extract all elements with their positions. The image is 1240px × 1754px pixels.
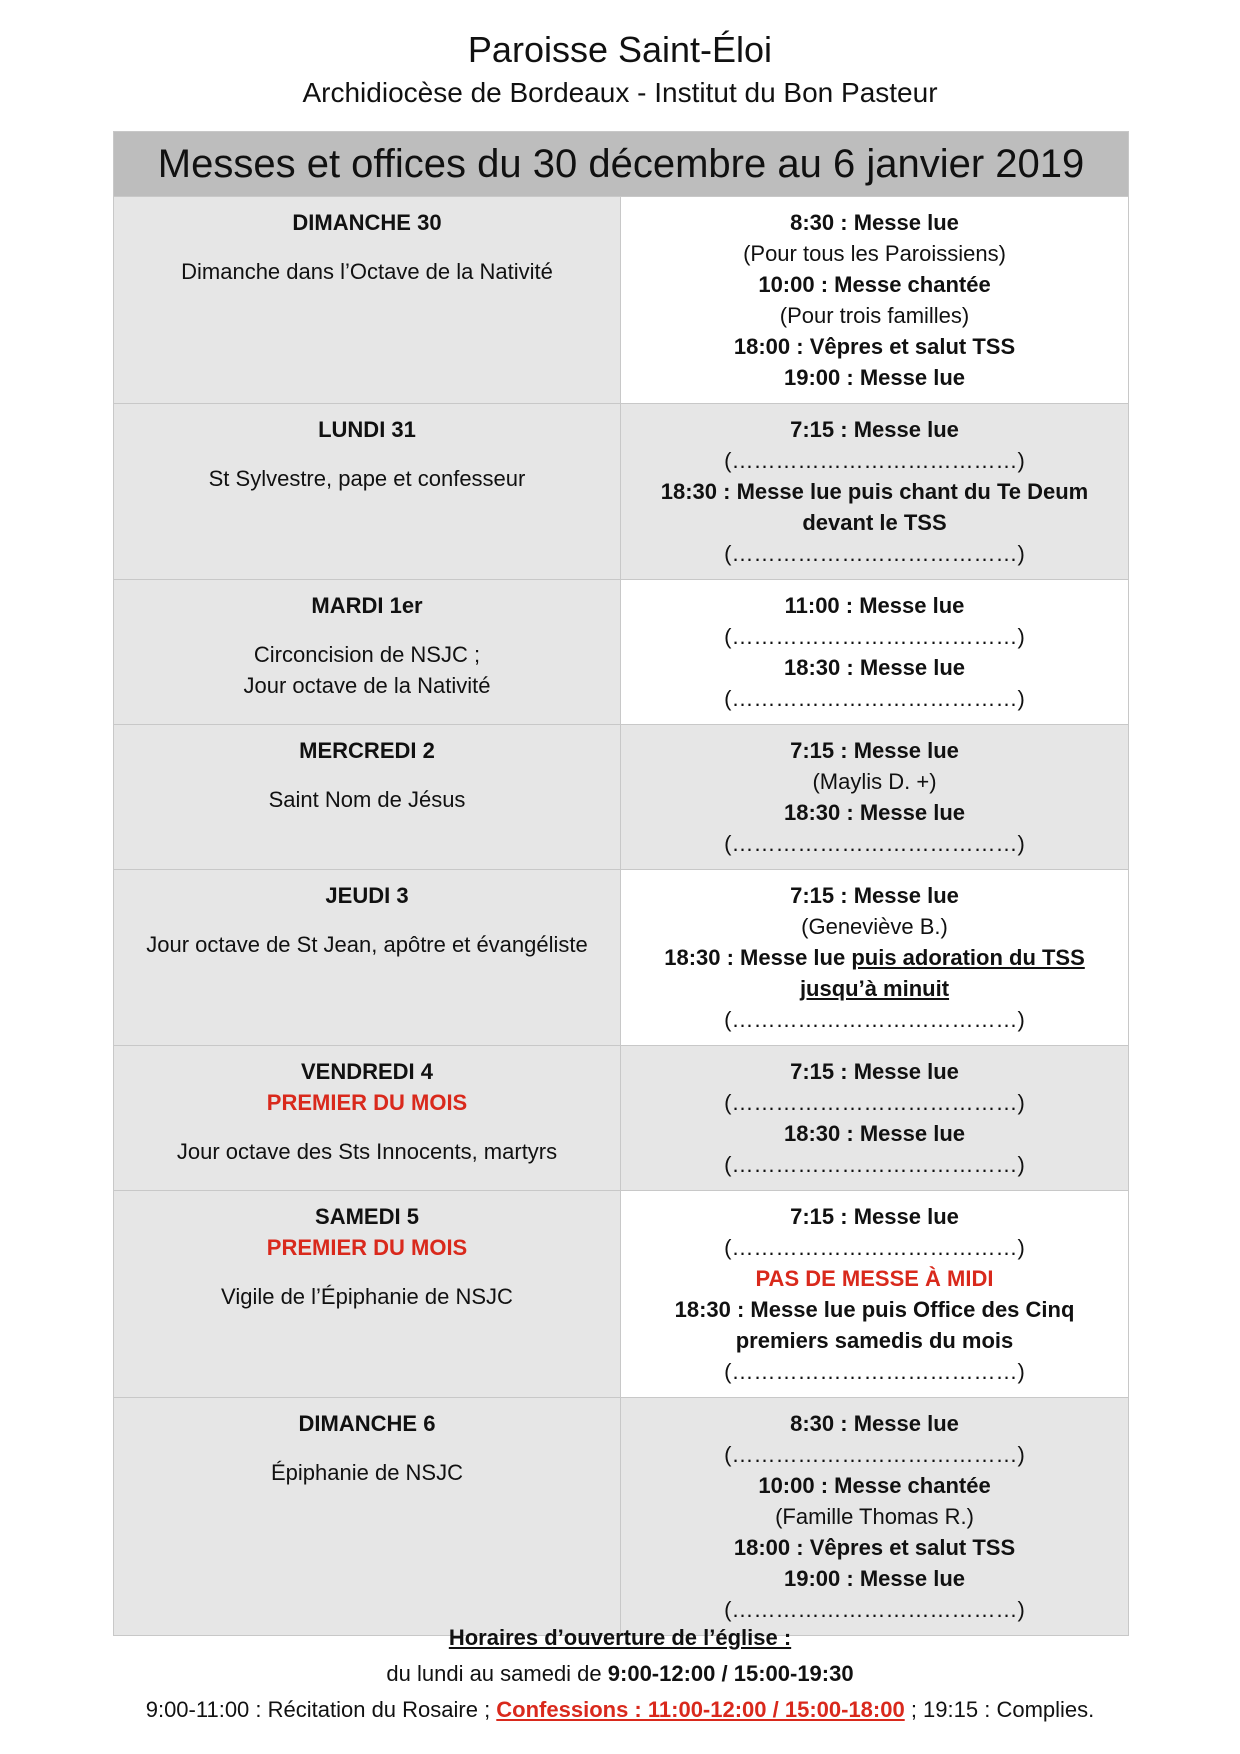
service-time: 8:30 : xyxy=(790,210,848,235)
service-entry xyxy=(629,476,1120,538)
liturgical-feast xyxy=(122,463,612,494)
day-name: SAMEDI 5 xyxy=(315,1204,419,1229)
service-entry xyxy=(629,1056,1120,1087)
feast-line: St Sylvestre, pape et confesseur xyxy=(208,466,526,491)
feast-line: Épiphanie de NSJC xyxy=(270,1460,463,1485)
compline-text: ; 19:15 : Complies. xyxy=(904,1697,1095,1722)
service-time: 19:00 : xyxy=(784,365,854,390)
day-name: VENDREDI 4 xyxy=(300,1059,434,1084)
service-entry xyxy=(629,797,1120,828)
mass-intention: (Famille Thomas R.) xyxy=(775,1504,974,1529)
service-label: Messe chantée xyxy=(828,1473,991,1498)
service-label: Vêpres et salut TSS xyxy=(803,1535,1016,1560)
service-label: Vêpres et salut TSS xyxy=(803,334,1016,359)
day-cell xyxy=(114,1046,621,1191)
page-header xyxy=(0,24,1240,110)
day-cell xyxy=(114,1191,621,1398)
service-entry xyxy=(629,652,1120,683)
service-label: Messe lue xyxy=(853,800,965,825)
service-time: 18:30 : xyxy=(674,1297,745,1322)
day-name: DIMANCHE 6 xyxy=(298,1411,436,1436)
schedule-row xyxy=(114,197,1129,404)
service-entry xyxy=(629,735,1120,766)
mass-intention: (…………………………………) xyxy=(724,1597,1025,1622)
schedule-row xyxy=(114,725,1129,870)
day-cell xyxy=(114,870,621,1046)
mass-intention: (…………………………………) xyxy=(724,1090,1025,1115)
mass-intention: (…………………………………) xyxy=(724,1442,1025,1467)
service-entry xyxy=(629,1470,1120,1501)
service-time: 18:30 : xyxy=(784,800,854,825)
service-time: 18:00 : xyxy=(733,334,804,359)
service-entry xyxy=(629,207,1120,238)
service-label: Messe lue xyxy=(847,883,959,908)
liturgical-feast xyxy=(122,256,612,287)
day-name: LUNDI 31 xyxy=(318,417,416,442)
service-label: Messe lue puis Office des Cinq premiers samedis du mois xyxy=(735,1297,1075,1353)
feast-line: Saint Nom de Jésus xyxy=(268,787,466,812)
service-time: 7:15 : xyxy=(790,417,848,442)
service-label: Messe lue xyxy=(733,945,852,970)
service-entry xyxy=(629,1563,1120,1594)
service-label: Messe lue xyxy=(853,1566,965,1591)
service-time: 7:15 : xyxy=(790,1204,848,1229)
services-cell xyxy=(621,404,1129,580)
opening-hours-times: 9:00-12:00 / 15:00-19:30 xyxy=(607,1661,854,1686)
rosary-text: 9:00-11:00 : Récitation du Rosaire ; xyxy=(145,1697,497,1722)
services-cell xyxy=(621,197,1129,404)
service-label: Messe lue xyxy=(847,738,959,763)
feast-line: Jour octave de la Nativité xyxy=(243,673,491,698)
mass-intention: (…………………………………) xyxy=(724,1359,1025,1384)
service-entry xyxy=(629,1118,1120,1149)
premier-du-mois-label: PREMIER DU MOIS xyxy=(266,1090,468,1115)
service-label: Messe lue xyxy=(847,1411,959,1436)
liturgical-feast xyxy=(122,639,612,701)
service-entry xyxy=(629,414,1120,445)
schedule-row xyxy=(114,580,1129,725)
liturgical-feast xyxy=(122,1136,612,1167)
premier-du-mois-label: PREMIER DU MOIS xyxy=(266,1235,468,1260)
service-label: Messe lue xyxy=(847,210,959,235)
feast-line: Jour octave de St Jean, apôtre et évangéliste xyxy=(146,932,588,957)
service-label: Messe lue puis chant du Te Deum devant le TSS xyxy=(730,479,1089,535)
service-time: 7:15 : xyxy=(790,1059,848,1084)
service-time: 19:00 : xyxy=(784,1566,854,1591)
service-time: 18:30 : xyxy=(660,479,731,504)
schedule-row xyxy=(114,1046,1129,1191)
service-label: Messe lue xyxy=(853,1121,965,1146)
daily-offices-line xyxy=(0,1692,1240,1728)
day-name: MERCREDI 2 xyxy=(299,738,435,763)
day-name: MARDI 1er xyxy=(311,593,423,618)
service-label: Messe lue xyxy=(847,1059,959,1084)
service-time: 18:00 : xyxy=(733,1535,804,1560)
services-cell xyxy=(621,725,1129,870)
schedule-row xyxy=(114,870,1129,1046)
feast-line: Jour octave des Sts Innocents, martyrs xyxy=(176,1139,558,1164)
services-cell xyxy=(621,1191,1129,1398)
liturgical-feast xyxy=(122,929,612,960)
mass-intention: (…………………………………) xyxy=(724,831,1025,856)
day-cell xyxy=(114,404,621,580)
service-time: 7:15 : xyxy=(790,883,848,908)
service-time: 10:00 : xyxy=(758,1473,829,1498)
liturgical-feast xyxy=(122,1281,612,1312)
service-label: Messe lue xyxy=(853,655,965,680)
service-entry xyxy=(629,1532,1120,1563)
mass-intention: (…………………………………) xyxy=(724,541,1025,566)
service-label: Messe lue xyxy=(853,365,965,390)
opening-hours-heading: Horaires d’ouverture de l’église : xyxy=(448,1625,792,1650)
schedule-row xyxy=(114,1398,1129,1636)
mass-intention: (Pour trois familles) xyxy=(779,303,970,328)
service-time: 18:30 : xyxy=(664,945,734,970)
services-cell xyxy=(621,1046,1129,1191)
mass-intention: (…………………………………) xyxy=(724,1235,1025,1260)
no-noon-mass-notice: PAS DE MESSE À MIDI xyxy=(755,1266,994,1291)
service-label: Messe lue xyxy=(853,593,965,618)
day-cell xyxy=(114,197,621,404)
schedule-row xyxy=(114,1191,1129,1398)
day-name: JEUDI 3 xyxy=(325,883,409,908)
liturgical-feast xyxy=(122,1457,612,1488)
day-cell xyxy=(114,725,621,870)
services-cell xyxy=(621,1398,1129,1636)
day-name: DIMANCHE 30 xyxy=(292,210,442,235)
mass-intention: (…………………………………) xyxy=(724,686,1025,711)
service-entry xyxy=(629,590,1120,621)
schedule-table xyxy=(113,131,1129,1636)
service-entry xyxy=(629,1294,1120,1356)
service-entry xyxy=(629,1201,1120,1232)
service-entry xyxy=(629,880,1120,911)
service-time: 18:30 : xyxy=(784,1121,854,1146)
mass-intention: (…………………………………) xyxy=(724,448,1025,473)
service-entry xyxy=(629,942,1120,1004)
mass-intention: (Geneviève B.) xyxy=(801,914,948,939)
mass-intention: (Maylis D. +) xyxy=(812,769,937,794)
schedule-row xyxy=(114,404,1129,580)
services-cell xyxy=(621,870,1129,1046)
service-time: 7:15 : xyxy=(790,738,848,763)
service-label: Messe lue xyxy=(847,1204,959,1229)
service-entry xyxy=(629,331,1120,362)
confessions-times: Confessions : 11:00-12:00 / 15:00-18:00 xyxy=(496,1697,905,1722)
opening-hours xyxy=(0,1620,1240,1728)
parish-name: Paroisse Saint-Éloi xyxy=(467,29,773,70)
service-time: 10:00 : xyxy=(758,272,829,297)
service-entry xyxy=(629,1408,1120,1439)
day-cell xyxy=(114,1398,621,1636)
service-label: Messe lue xyxy=(847,417,959,442)
service-entry xyxy=(629,362,1120,393)
feast-line: Vigile de l’Épiphanie de NSJC xyxy=(221,1284,513,1309)
mass-intention: (…………………………………) xyxy=(724,624,1025,649)
service-entry xyxy=(629,269,1120,300)
service-time: 18:30 : xyxy=(784,655,854,680)
opening-hours-line xyxy=(0,1656,1240,1692)
opening-hours-prefix: du lundi au samedi de xyxy=(386,1661,608,1686)
mass-intention: (…………………………………) xyxy=(724,1152,1025,1177)
day-cell xyxy=(114,580,621,725)
mass-intention: (Pour tous les Paroissiens) xyxy=(743,241,1006,266)
feast-line: Circoncision de NSJC ; xyxy=(253,642,481,667)
service-label: Messe chantée xyxy=(828,272,991,297)
mass-intention: (…………………………………) xyxy=(724,1007,1025,1032)
services-cell xyxy=(621,580,1129,725)
liturgical-feast xyxy=(122,784,612,815)
schedule-body xyxy=(114,197,1129,1636)
service-time: 8:30 : xyxy=(790,1411,848,1436)
service-extra: puis adoration du TSS jusqu’à minuit xyxy=(799,945,1085,1001)
schedule-title: Messes et offices du 30 décembre au 6 janvier 2019 xyxy=(114,132,1129,197)
service-time: 11:00 : xyxy=(784,593,854,618)
parish-subtitle: Archidiocèse de Bordeaux - Institut du Bon Pasteur xyxy=(302,77,938,108)
feast-line: Dimanche dans l’Octave de la Nativité xyxy=(181,259,553,284)
